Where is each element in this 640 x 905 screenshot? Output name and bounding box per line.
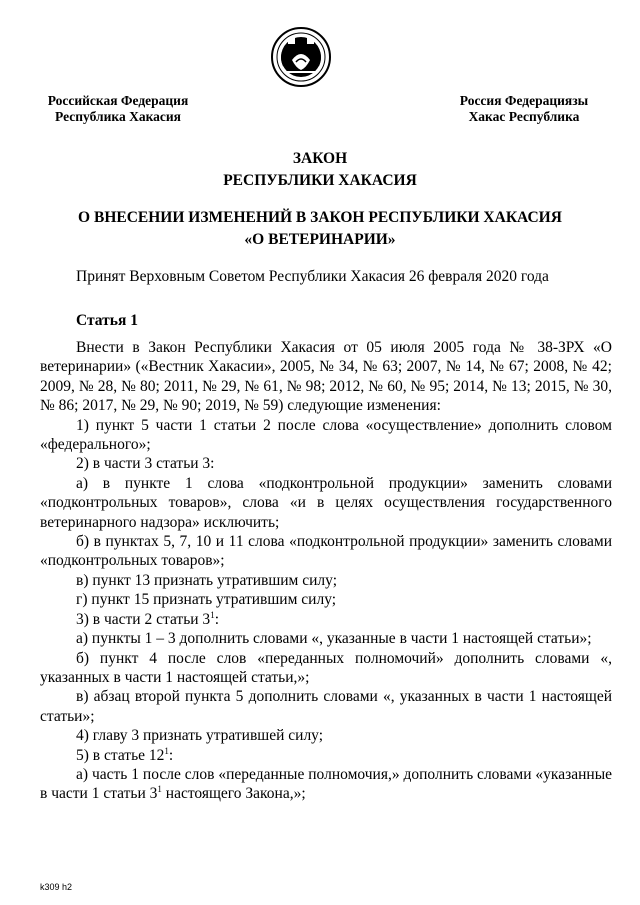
law-title-line1: ЗАКОН <box>292 150 348 167</box>
header-russian-federation <box>38 93 198 125</box>
law-subject-line2: «О ВЕТЕРИНАРИИ» <box>244 231 396 248</box>
paragraph-4: 4) главу 3 признать утратившей силу; <box>76 727 324 745</box>
paragraph-5-colon: : <box>168 746 174 764</box>
paragraph-5 <box>40 746 612 765</box>
superscript: 1 <box>210 609 215 620</box>
header-right-line2: Хакас Республика <box>468 109 580 124</box>
law-title-line2: РЕСПУБЛИКИ ХАКАСИЯ <box>223 172 417 189</box>
header-left-line2: Республика Хакасия <box>55 109 181 124</box>
coat-of-arms-emblem <box>270 26 332 88</box>
article-body <box>40 338 612 804</box>
paragraph-2b: б) в пунктах 5, 7, 10 и 11 слова «подконтрольной продукции» заменить словами «подконтрольных товаров»; <box>40 533 612 570</box>
law-subject <box>0 207 640 251</box>
paragraph-2a: а) в пункте 1 слова «подконтрольной продукции» заменить словами «подконтрольных товаров», слова «и в целях осуществления государственного ветеринарного надзора» исключить; <box>40 474 612 531</box>
document-code: k309 h2 <box>40 882 73 892</box>
paragraph-5a-text: а) часть 1 после слов «переданные полномочия,» дополнить словами «указанные в части 1 статьи 3 <box>40 765 612 803</box>
superscript: 1 <box>164 745 169 756</box>
paragraph-intro: Внести в Закон Республики Хакасия от 05 июля 2005 года № 38-ЗРХ «О ветеринарии» («Вестник Хакасии», 2005, № 34, № 63; 2007, № 14, № 67; 2008, № 42; 2009, № 28, № 80; 2011, № 29, № 61, № 98; 2012, № 60, № 95; 2014, № 13; 2015, № 30, № 86; 2017, № 29, № 90; 2019, № 59) следующие изменения: <box>40 339 612 415</box>
paragraph-3-colon: : <box>214 610 219 628</box>
article-heading: Статья 1 <box>76 312 138 329</box>
paragraph-3v: в) абзац второй пункта 5 дополнить словами «, указанных в части 1 настоящей статьи»; <box>40 688 612 725</box>
adoption-statement: Принят Верховным Советом Республики Хакасия 26 февраля 2020 года <box>76 268 549 285</box>
header-right-line1: Россия Федерациязы <box>459 93 589 108</box>
paragraph-1: 1) пункт 5 части 1 статьи 2 после слова «осуществление» дополнить словом «федерального»; <box>40 416 612 454</box>
paragraph-2g: г) пункт 15 признать утратившим силу; <box>76 591 337 609</box>
paragraph-5a <box>40 765 612 804</box>
paragraph-5-text: 5) в статье 12 <box>76 746 165 764</box>
paragraph-3-text: 3) в части 2 статьи 3 <box>76 610 211 628</box>
superscript: 1 <box>157 784 162 795</box>
paragraph-3 <box>40 610 612 629</box>
header-khakas-republic <box>444 93 604 125</box>
paragraph-5a-tail: настоящего Закона,»; <box>161 785 306 803</box>
paragraph-2: 2) в части 3 статьи 3: <box>76 455 215 473</box>
paragraph-3a: а) пункты 1 – 3 дополнить словами «, указанные в части 1 настоящей статьи»; <box>76 630 592 648</box>
law-title <box>0 148 640 192</box>
paragraph-3b: б) пункт 4 после слов «переданных полномочий» дополнить словами «, указанных в части 1 настоящей статьи,»; <box>40 649 612 686</box>
header-left-line1: Российская Федерация <box>47 93 189 108</box>
paragraph-2v: в) пункт 13 признать утратившим силу; <box>76 571 338 589</box>
law-subject-line1: О ВНЕСЕНИИ ИЗМЕНЕНИЙ В ЗАКОН РЕСПУБЛИКИ ХАКАСИЯ <box>78 209 562 226</box>
